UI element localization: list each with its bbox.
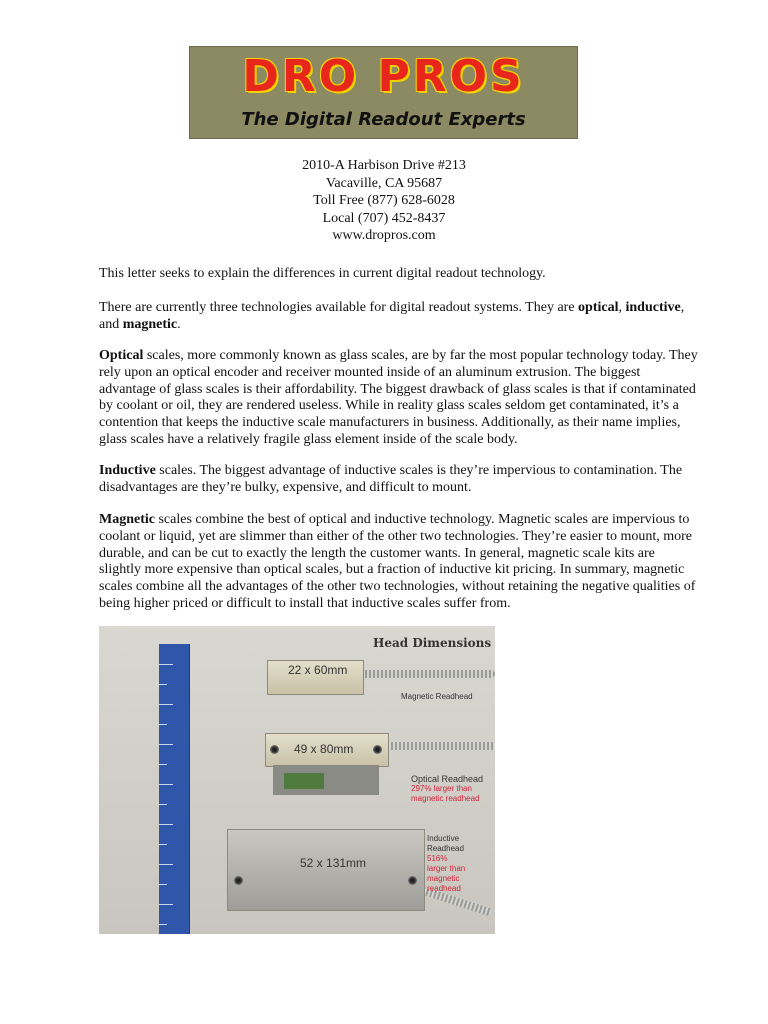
term-optical: optical xyxy=(578,300,619,315)
inductive-note: Inductive Readhead 516% larger than magnetic readhead xyxy=(427,834,466,893)
address-city: Vacaville, CA 95687 xyxy=(325,175,443,191)
phone-local: Local (707) 452-8437 xyxy=(322,210,446,226)
optical-note: Optical Readhead 297% larger than magnetic readhead xyxy=(411,774,484,803)
logo-title: DRO PROS xyxy=(242,51,525,102)
address-street: 2010-A Harbison Drive #213 xyxy=(302,158,466,173)
address-block xyxy=(0,157,768,245)
paragraph-optical: Optical scales, more commonly known as glass scales, are by far the most popular technology today. They rely upon an optical encoder and receiver mounted inside of an aluminum extrusion. The biggest advantage of glass scales is their affordability. The biggest drawback of glass scales is that if contaminated by coolant or oil, they are rendered useless. While in reality glass scales seldom get contaminated, it’s a contention that keeps the inductive scale manufacturers in business. Additionally, as their name implies, glass scales have a relatively fragile glass element inside of the scale body. xyxy=(99,348,698,447)
paragraph-inductive: Inductive scales. The biggest advantage of inductive scales is they’re impervious to contamination. The disadvantages are they’re bulky, expensive, and difficult to mount. xyxy=(99,463,683,495)
inductive-readhead-image xyxy=(227,829,425,911)
magnetic-cable xyxy=(361,670,495,678)
optical-readhead-image xyxy=(265,733,389,767)
term-inductive: inductive xyxy=(625,300,681,315)
term-magnetic: magnetic xyxy=(122,316,178,332)
company-logo xyxy=(189,46,578,139)
ruler-image xyxy=(159,644,190,934)
head-dimensions-photo xyxy=(99,626,495,934)
paragraph-intro: This letter seeks to explain the differences in current digital readout technology. xyxy=(99,266,546,281)
phone-toll-free: Toll Free (877) 628-6028 xyxy=(313,193,455,208)
optical-cable xyxy=(387,742,495,750)
optical-dimension: 49 x 80mm xyxy=(294,742,354,756)
website-link[interactable]: www.dropros.com xyxy=(332,228,436,243)
inductive-dimension: 52 x 131mm xyxy=(300,856,367,870)
magnetic-readhead-image xyxy=(267,660,364,695)
paragraph-technologies: There are currently three technologies available for digital readout systems. They are optical, inductive, and magnetic. xyxy=(99,300,685,332)
paragraph-magnetic: Magnetic scales combine the best of optical and inductive technology. Magnetic scales are impervious to coolant or liquid, yet are slimmer than either of the other two technologies. They’re easier to mount, more durable, and can be cut to exactly the length the customer wants. In general, magnetic scale kits are slightly more expensive than optical scales, but a fraction of inductive kit pricing. In summary, magnetic scales combine all the advantages of the other two technologies, without retaining the negative qualities of being higher priced or difficult to install that inductive scales suffer from. xyxy=(99,512,696,611)
magnetic-dimension: 22 x 60mm xyxy=(288,663,348,677)
magnetic-label: Magnetic Readhead xyxy=(401,692,473,701)
photo-title: Head Dimensions xyxy=(373,636,492,650)
logo-subtitle: The Digital Readout Experts xyxy=(241,109,526,130)
